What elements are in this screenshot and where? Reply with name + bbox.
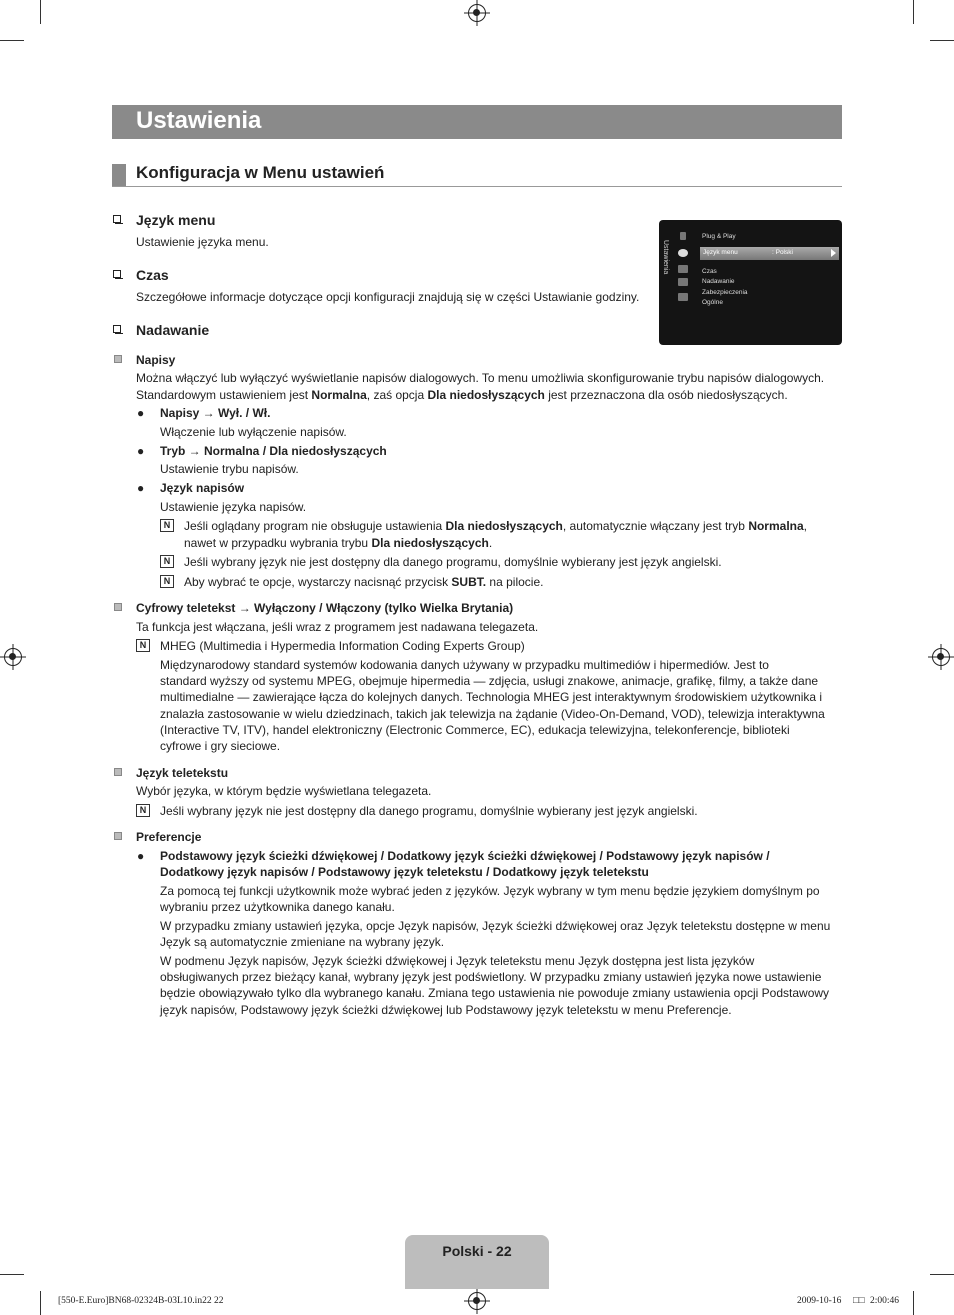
registration-mark-icon xyxy=(468,1292,486,1310)
jezyk-menu-desc: Ustawienie języka menu. xyxy=(136,235,269,249)
osd-selected-row xyxy=(700,247,839,260)
teletekst-line: Międzynarodowy standard systemów kodowania danych używany w przypadku multimediów i hipermediów. Jest to xyxy=(160,658,769,672)
preferencje-p3: W podmenu Język napisów, Język ścieżki dźwiękowej i Język teletekstu menu Język dostępna jest lista języków xyxy=(160,954,755,968)
bullet-dot-icon: ● xyxy=(137,406,145,420)
osd-item-plug-play: Plug & Play xyxy=(702,233,736,240)
preferencje-p3: obsługiwanych przez bieżący kanał, wybrany język jest podświetlony. W przypadku zmiany ustawień języka nowe ustawienie xyxy=(160,970,822,984)
note-icon: N xyxy=(160,555,174,568)
jezyk-teletekstu-heading: Język teletekstu xyxy=(136,766,229,780)
square-bullet-icon xyxy=(114,832,122,840)
napisy-p2: Standardowym ustawieniem jest Normalna, zaś opcja Dla niedosłyszących jest przeznaczona dla osób niedosłyszących. xyxy=(136,388,788,402)
square-bullet-icon xyxy=(114,768,122,776)
jezyk-teletekstu-desc: Wybór języka, w którym będzie wyświetlana telegazeta. xyxy=(136,784,432,798)
footer-file-info: [550-E.Euro]BN68-02324B-03L10.in22 22 xyxy=(58,1296,224,1306)
page-number: Polski - 22 xyxy=(442,1243,512,1259)
preferencje-bullet-line1: Podstawowy język ścieżki dźwiękowej / Dodatkowy język ścieżki dźwiękowej / Podstawowy język napisów / xyxy=(160,849,770,863)
tv-menu-screenshot xyxy=(659,220,842,345)
jezyk-teletekstu-note: Jeśli wybrany język nie jest dostępny dla danego programu, domyślnie wybierany jest język angielski. xyxy=(160,804,698,818)
teletekst-heading: Cyfrowy teletekst → Wyłączony / Włączony (tylko Wielka Brytania) xyxy=(136,601,514,615)
preferencje-p3: będzie obowiązywało tylko dla wybranego kanału. Zmiana tego ustawienia nie powoduje zmiany ustawienia opcji Podstawowy xyxy=(160,986,830,1000)
note-icon: N xyxy=(160,575,174,588)
crop-mark xyxy=(40,0,41,24)
speaker-icon xyxy=(678,265,688,273)
page-number-tab xyxy=(405,1235,549,1289)
footer-time: 2:00:46 xyxy=(870,1296,900,1306)
note-icon: N xyxy=(136,804,150,817)
teletekst-line: cyfrowe i gry sieciowe. xyxy=(160,739,281,753)
nadawanie-heading: Nadawanie xyxy=(136,322,210,338)
crop-mark xyxy=(913,0,914,24)
napisy-heading: Napisy xyxy=(136,353,176,367)
osd-item-jezyk-menu: Język menu xyxy=(703,249,738,256)
osd-item-ogolne: Ogólne xyxy=(702,299,723,306)
napisy-b3-desc: Ustawienie języka napisów. xyxy=(160,500,307,514)
osd-side-label: Ustawienia xyxy=(662,240,669,275)
teletekst-line: znalazła zastosowanie w wielu dziedzinach, takich jak telewizja na żądanie (Video-On-Demand, VOD), telewizja interaktywna xyxy=(160,707,825,721)
bullet-dot-icon: ● xyxy=(137,444,145,458)
bullet-dot-icon: ● xyxy=(137,849,145,863)
crop-mark xyxy=(930,1274,954,1275)
page-title: Ustawienia xyxy=(136,107,262,134)
preferencje-p2: Język są automatycznie zmieniane na wybrany język. xyxy=(160,935,445,949)
teletekst-line: (Interactive TV, ITV), handel elektroniczny (Electronic Commerce, EC), edukacja telewizyjna, telekonferencje, biblioteki xyxy=(160,723,790,737)
checkbox-bullet-icon xyxy=(113,215,121,223)
osd-item-nadawanie: Nadawanie xyxy=(702,278,735,285)
crop-mark xyxy=(930,40,954,41)
registration-mark-icon xyxy=(4,648,22,666)
napisy-note1-line1: Jeśli oglądany program nie obsługuje ustawienia Dla niedosłyszących, automatycznie włączany jest tryb Normalna, xyxy=(184,519,808,533)
napisy-b2-desc: Ustawienie trybu napisów. xyxy=(160,462,299,476)
section-divider xyxy=(112,186,842,187)
czas-heading: Czas xyxy=(136,267,169,283)
napisy-b1-desc: Włączenie lub wyłączenie napisów. xyxy=(160,425,347,439)
osd-selected-value: : Polski xyxy=(772,249,793,256)
osd-item-czas: Czas xyxy=(702,268,717,275)
preferencje-p1: Za pomocą tej funkcji użytkownik może wybrać jeden z języków. Język wybrany w tym menu będzie językiem domyślnym po xyxy=(160,884,820,898)
napisy-note2: Jeśli wybrany język nie jest dostępny dla danego programu, domyślnie wybierany jest język angielski. xyxy=(184,555,722,569)
crop-mark xyxy=(40,1291,41,1315)
napisy-note1-line2: nawet w przypadku wybrania trybu Dla niedosłyszących. xyxy=(184,536,493,550)
section-title: Konfiguracja w Menu ustawień xyxy=(136,163,385,182)
registration-mark-icon xyxy=(932,648,950,666)
arrow-right-icon xyxy=(831,249,836,257)
teletekst-note: MHEG (Multimedia i Hypermedia Information Coding Experts Group) xyxy=(160,639,525,653)
checkbox-bullet-icon xyxy=(113,270,121,278)
napisy-note3: Aby wybrać te opcje, wystarczy nacisnąć przycisk SUBT. na pilocie. xyxy=(184,575,544,589)
crop-mark xyxy=(0,1274,24,1275)
teletekst-desc: Ta funkcja jest włączana, jeśli wraz z programem jest nadawana telegazeta. xyxy=(136,620,539,634)
napisy-p1: Można włączyć lub wyłączyć wyświetlanie napisów dialogowych. To menu umożliwia skonfigurowanie trybu napisów dialogowych. xyxy=(136,371,825,385)
preferencje-p1: wybraniu przez użytkownika danego kanału. xyxy=(160,900,395,914)
section-marker xyxy=(112,164,126,186)
note-icon: N xyxy=(136,639,150,652)
plug-icon xyxy=(680,232,686,240)
checkbox-bullet-icon xyxy=(113,325,121,333)
square-bullet-icon xyxy=(114,603,122,611)
crop-mark xyxy=(0,40,24,41)
gear-icon xyxy=(678,249,688,257)
bullet-dot-icon: ● xyxy=(137,481,145,495)
teletekst-line: standard wyższy od systemu MPEG, obejmuje hipermedia — zdjęcia, usługi znakowe, animacje, grafikę, filmy, a także dane xyxy=(160,674,819,688)
page-title-bar xyxy=(112,105,842,139)
footer-boxes: □□ xyxy=(853,1296,865,1306)
crop-mark xyxy=(913,1291,914,1315)
registration-mark-icon xyxy=(468,4,486,22)
square-bullet-icon xyxy=(114,355,122,363)
teletekst-line: multimedialne — zawierające łącza do kolejnych danych. Technologia MHEG jest interaktywnym środowiskiem użytkownika i xyxy=(160,690,823,704)
picture-icon xyxy=(678,278,688,286)
napisy-b2-title: Tryb → Normalna / Dla niedosłyszących xyxy=(160,444,387,458)
preferencje-p2: W przypadku zmiany ustawień języka, opcje Język napisów, Język ścieżki dźwiękowej oraz Język teletekstu dostępne w menu xyxy=(160,919,831,933)
czas-desc: Szczegółowe informacje dotyczące opcji konfiguracji znajdują się w części Ustawianie godziny. xyxy=(136,290,640,304)
input-icon xyxy=(678,293,688,301)
jezyk-menu-heading: Język menu xyxy=(136,212,216,228)
preferencje-p3: język napisów, Podstawowy język ścieżki dźwiękowej lub Podstawowy język teletekstu w menu Preferencje. xyxy=(160,1003,732,1017)
preferencje-heading: Preferencje xyxy=(136,830,202,844)
napisy-b1-title: Napisy → Wył. / Wł. xyxy=(160,406,271,420)
note-icon: N xyxy=(160,519,174,532)
preferencje-bullet-line2: Dodatkowy język napisów / Podstawowy język teletekstu / Dodatkowy język teletekstu xyxy=(160,865,649,879)
footer-date: 2009-10-16 xyxy=(797,1296,842,1306)
napisy-b3-title: Język napisów xyxy=(160,481,245,495)
osd-item-zabezpieczenia: Zabezpieczenia xyxy=(702,289,748,296)
